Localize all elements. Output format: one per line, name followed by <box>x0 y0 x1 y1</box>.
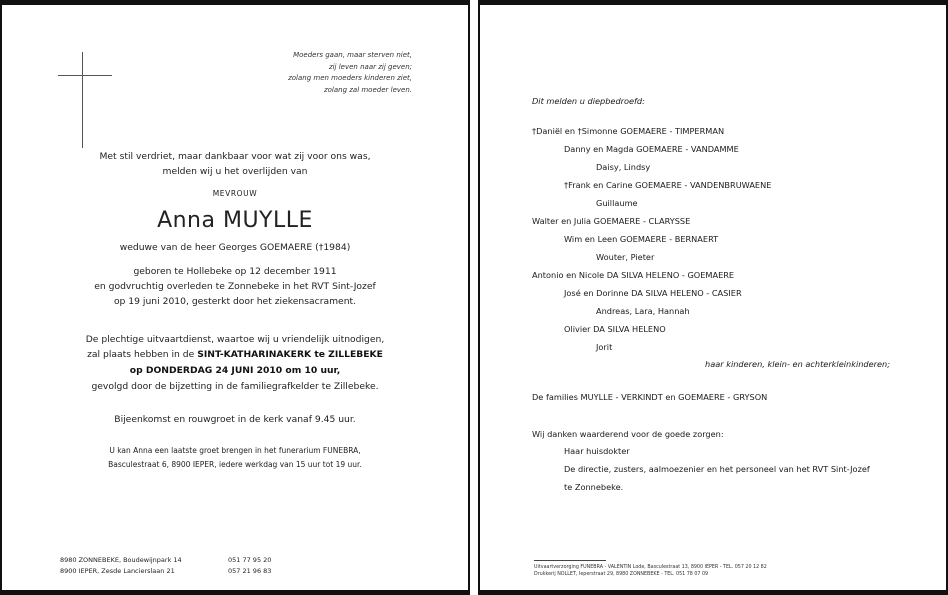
funerarium-line: Basculestraat 6, 8900 IEPER, iedere werkdag van 15 uur tot 19 uur. <box>108 460 362 469</box>
address: 8980 ZONNEBEKE, Boudewijnpark 14 <box>60 556 182 564</box>
thanks-item: te Zonnebeke. <box>564 482 624 492</box>
address-list <box>60 555 182 576</box>
family-line: Danny en Magda GOEMAERE - VANDAMME <box>564 144 739 154</box>
deceased-name: Anna MUYLLE <box>157 208 313 233</box>
poem-line: zij leven naar zij geven; <box>328 62 412 71</box>
widow-line: weduwe van de heer Georges GOEMAERE (†1984) <box>119 242 351 253</box>
phone-number: 051 77 95 20 <box>228 556 272 564</box>
intro-line: melden wij u het overlijden van <box>162 166 308 177</box>
church-name: SINT-KATHARINAKERK te ZILLEBEKE <box>197 349 383 360</box>
children-line: haar kinderen, klein- en achterkleinkinderen; <box>705 359 890 369</box>
family-line: Olivier DA SILVA HELENO <box>564 324 666 334</box>
left-page <box>0 0 470 595</box>
service-location-line <box>0 349 470 360</box>
thanks-line: Wij danken waarderend voor de goede zorgen: <box>532 429 724 439</box>
gathering-line: Bijeenkomst en rouwgroet in de kerk vanaf 9.45 uur. <box>114 414 356 425</box>
footer-rule <box>534 560 606 561</box>
detail-line: geboren te Hollebeke op 12 december 1911 <box>133 266 337 277</box>
poem-line: zolang men moeders kinderen ziet, <box>288 74 412 82</box>
cross-icon-bar <box>58 75 112 76</box>
footer-line: Uitvaartverzorging FUNEBRA - VALENTIN Lode, Basculestraat 13, 8900 IEPER - TEL. 057 20 12 82 <box>534 565 767 570</box>
intro-line: Met stil verdriet, maar dankbaar voor wat zij voor ons was, <box>99 151 371 162</box>
thanks-item: Haar huisdokter <box>564 446 630 456</box>
right-page-left-border <box>478 0 480 595</box>
page-gutter <box>470 0 478 595</box>
poem-line: Moeders gaan, maar sterven niet, <box>293 51 412 59</box>
service-location-prefix: zal plaats hebben in de <box>87 349 198 360</box>
phone-number: 057 21 96 83 <box>228 566 272 575</box>
family-line: Andreas, Lara, Hannah <box>596 306 690 316</box>
family-line: Guillaume <box>596 198 638 208</box>
poem <box>288 50 412 96</box>
family-line: Walter en Julia GOEMAERE - CLARYSSE <box>532 216 691 226</box>
family-line: †Daniël en †Simonne GOEMAERE - TIMPERMAN <box>532 126 725 136</box>
announcement-intro: Dit melden u diepbedroefd: <box>532 96 645 106</box>
service-date: op DONDERDAG 24 JUNI 2010 om 10 uur, <box>129 365 341 376</box>
top-border <box>478 0 948 5</box>
family-line: Wim en Leen GOEMAERE - BERNAERT <box>564 234 719 244</box>
bottom-border <box>0 590 470 595</box>
bottom-border <box>478 590 948 595</box>
family-line: José en Dorinne DA SILVA HELENO - CASIER <box>564 288 742 298</box>
footer-line: Drukkerij NOLLET, Ieperstraat 29, 8980 ZONNEBEKE - TEL. 051 78 07 09 <box>534 572 709 577</box>
detail-line: op 19 juni 2010, gesterkt door het ziekensacrament. <box>113 296 357 307</box>
top-border <box>0 0 470 5</box>
phone-list <box>228 555 271 576</box>
burial-line: gevolgd door de bijzetting in de familiegrafkelder te Zillebeke. <box>91 381 379 392</box>
address: 8900 IEPER, Zesde Lancierslaan 21 <box>60 566 175 575</box>
honorific: MEVROUW <box>212 189 258 198</box>
family-line: Jorit <box>596 342 613 352</box>
poem-line: zolang zal moeder leven. <box>323 85 412 94</box>
family-line: Antonio en Nicole DA SILVA HELENO - GOEMAERE <box>532 270 735 280</box>
family-line: Daisy, Lindsy <box>596 162 651 172</box>
thanks-item: De directie, zusters, aalmoezenier en het personeel van het RVT Sint-Jozef <box>564 464 870 474</box>
family-line: †Frank en Carine GOEMAERE - VANDENBRUWAENE <box>564 180 772 190</box>
service-intro-line: De plechtige uitvaartdienst, waartoe wij u vriendelijk uitnodigen, <box>85 334 385 345</box>
cross-icon <box>82 52 83 148</box>
families-line: De families MUYLLE - VERKINDT en GOEMAERE - GRYSON <box>532 392 768 402</box>
funerarium-line: U kan Anna een laatste groet brengen in het funerarium FUNEBRA, <box>109 446 361 455</box>
family-line: Wouter, Pieter <box>596 252 655 262</box>
detail-line: en godvruchtig overleden te Zonnebeke in het RVT Sint-Jozef <box>94 281 376 292</box>
right-page <box>478 0 948 595</box>
